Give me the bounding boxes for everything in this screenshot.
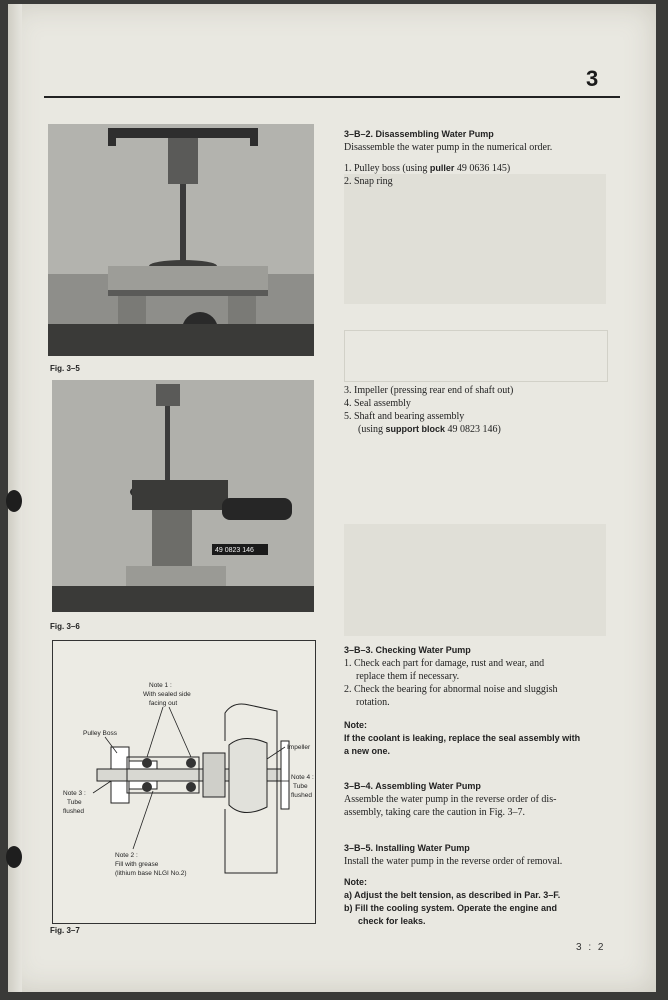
list-item: 3. Impeller (pressing rear end of shaft out) [344, 385, 514, 396]
tool-number-label: 49 0823 146 [215, 547, 254, 554]
figure-caption: Fig. 3–5 [50, 364, 80, 373]
binder-hole [6, 846, 22, 868]
note1-label: Note 1 : [149, 682, 172, 689]
list-item: 2. Check the bearing for abnormal noise and sluggish [344, 684, 558, 695]
photo-support-block [52, 380, 314, 612]
section-heading: 3–B–2. Disassembling Water Pump [344, 129, 494, 139]
list-item: 2. Snap ring [344, 176, 393, 187]
header-rule [44, 96, 620, 98]
figure-caption: Fig. 3–6 [50, 622, 80, 631]
page-number: 3 : 2 [576, 942, 606, 953]
note-text: a) Adjust the belt tension, as described in Par. 3–F. [344, 890, 561, 900]
note3-label: Note 3 : [63, 790, 86, 797]
section-installing: 3–B–5. Installing Water Pump Install the water pump in the reverse order of removal. Note: a) Adjust the belt tension, as described in Par. 3–F. b) Fill the cooling system. Operate the engine and check for leaks. [344, 842, 606, 928]
section-intro: Disassemble the water pump in the numerical order. [344, 142, 553, 153]
note2-label-line3: (lithium base NLGI No.2) [115, 870, 187, 877]
section-heading: 3–B–4. Assembling Water Pump [344, 781, 481, 791]
impeller-label: Impeller [287, 744, 311, 751]
manual-page [8, 4, 656, 992]
note4-label-line2: Tube [293, 783, 308, 790]
note-text: b) Fill the cooling system. Operate the engine and [344, 903, 558, 913]
note3-label-line2: Tube [67, 799, 82, 806]
diagram-water-pump [52, 640, 316, 924]
section-disassembling-continued [344, 384, 606, 436]
bleed-through-area [344, 174, 606, 304]
note1-label-line3: facing out [149, 700, 178, 707]
note3-label-line3: flushed [63, 808, 84, 815]
note-heading: Note: [344, 877, 367, 887]
figure-caption: Fig. 3–7 [50, 926, 80, 935]
bleed-through-area [344, 330, 608, 382]
section-disassembling [344, 128, 606, 188]
note-text: a new one. [344, 746, 391, 756]
binder-hole [6, 490, 22, 512]
chapter-number: 3 [586, 66, 599, 91]
photo-puller [48, 124, 314, 356]
section-heading: 3–B–3. Checking Water Pump [344, 645, 471, 655]
note4-label-line3: flushed [291, 792, 312, 799]
note2-label: Note 2 : [115, 852, 138, 859]
list-item: 1. Check each part for damage, rust and wear, and [344, 658, 545, 669]
list-item: 4. Seal assembly [344, 398, 411, 409]
pulley-boss-label: Pulley Boss [83, 730, 117, 737]
list-item: (using support block 49 0823 146) [358, 424, 501, 435]
note-text: If the coolant is leaking, replace the seal assembly with [344, 733, 581, 743]
note4-label: Note 4 : [291, 774, 314, 781]
section-heading: 3–B–5. Installing Water Pump [344, 843, 470, 853]
note2-label-line2: Fill with grease [115, 861, 159, 868]
note-heading: Note: [344, 720, 367, 730]
bleed-through-area [344, 524, 606, 636]
note1-label-line2: With sealed side [143, 691, 191, 698]
list-item: 5. Shaft and bearing assembly [344, 411, 465, 422]
list-item: 1. Pulley boss (using puller 49 0636 145) [344, 163, 511, 174]
note-text: check for leaks. [358, 916, 426, 926]
section-checking: 3–B–3. Checking Water Pump 1. Check each part for damage, rust and wear, and replace them if necessary. 2. Check the bearing for abnormal noise and sluggish rotation. Note: If the coolant is leaking, replace the seal assembly with a new one. [344, 644, 606, 758]
section-assembling: 3–B–4. Assembling Water Pump Assemble the water pump in the reverse order of dis- assembly, taking care the caution in Fig. 3–7. [344, 780, 606, 819]
